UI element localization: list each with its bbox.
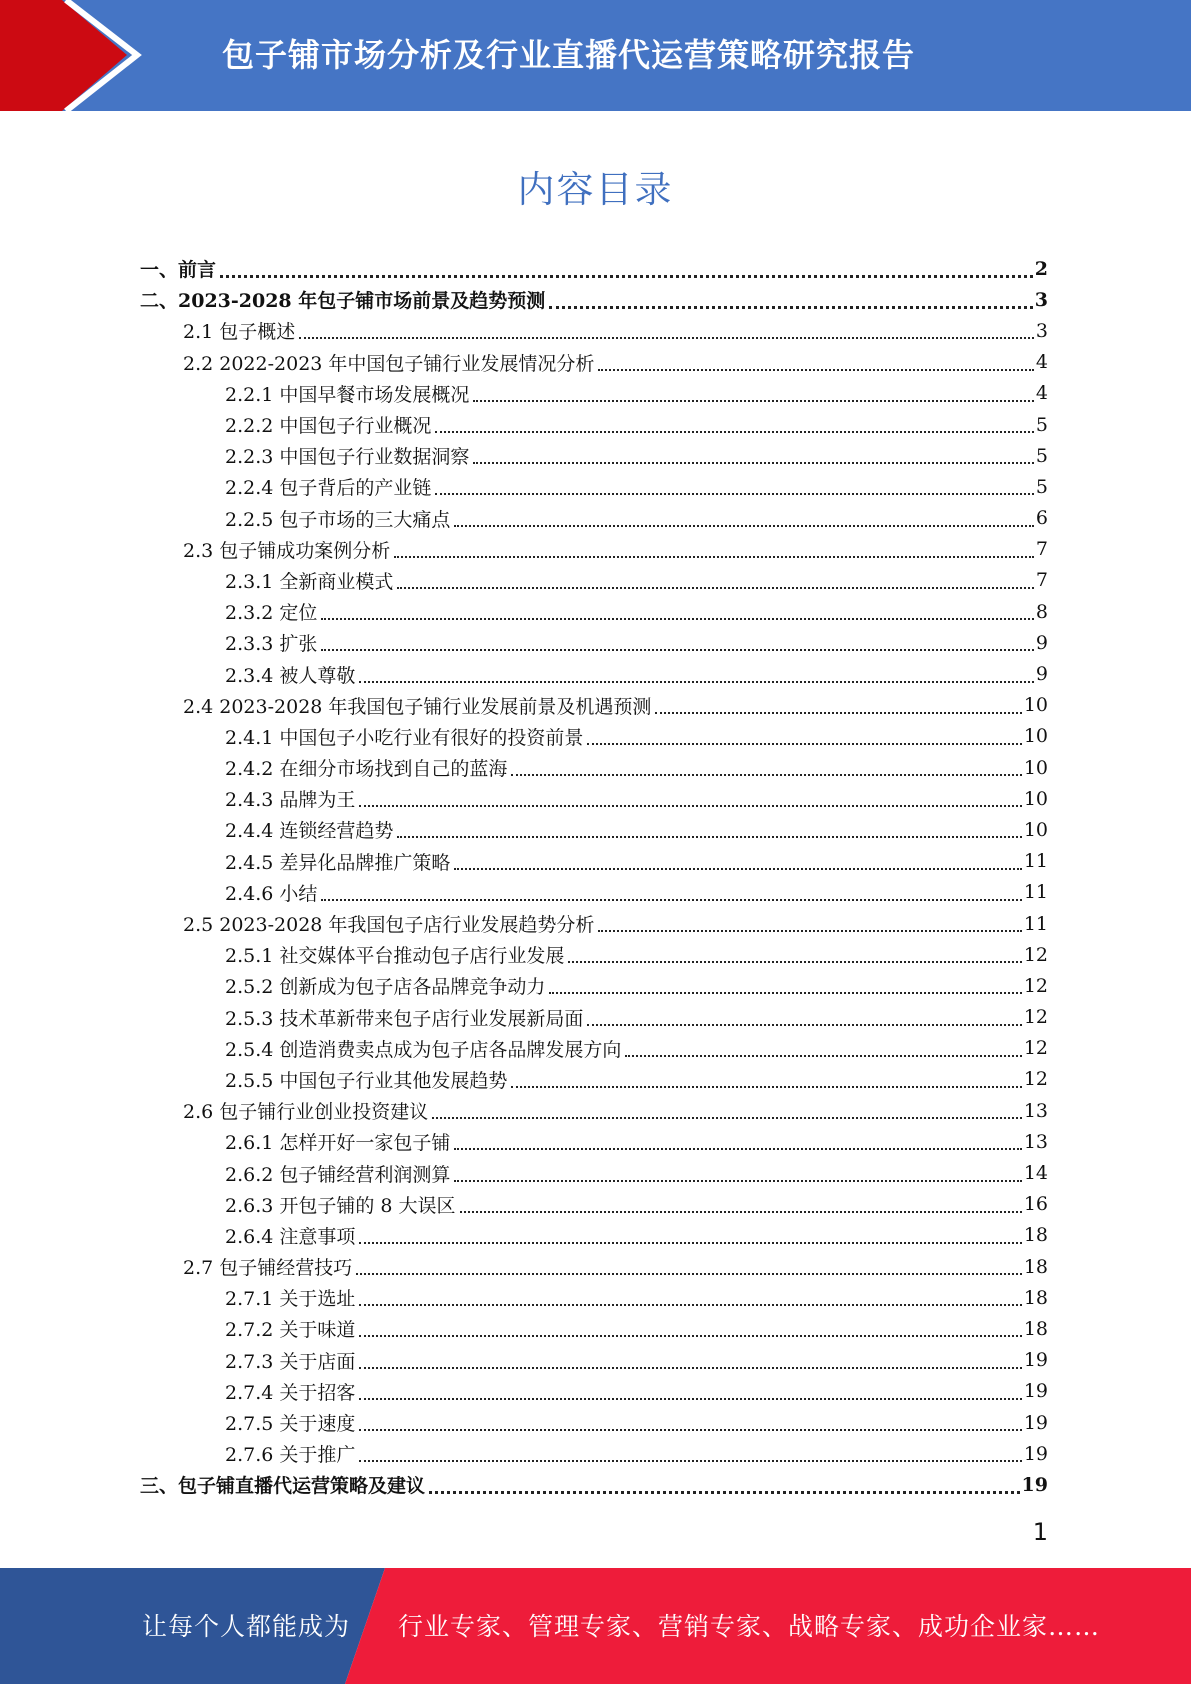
toc-dot-leader	[460, 1210, 1022, 1213]
toc-entry-title: 2.7 包子铺经营技巧	[183, 1257, 353, 1280]
toc-entry-page: 10	[1023, 756, 1048, 779]
toc-entry-page: 5	[1035, 413, 1048, 436]
toc-entry-title: 2.5.3 技术革新带来包子店行业发展新局面	[225, 1007, 584, 1030]
toc-dot-leader	[359, 1366, 1021, 1369]
toc-entry-title: 2.6.4 注意事项	[225, 1225, 356, 1248]
toc-entry-title: 2.6.3 开包子铺的 8 大误区	[225, 1194, 456, 1217]
toc-entry[interactable]	[140, 908, 1048, 939]
toc-entry[interactable]	[140, 783, 1048, 814]
toc-entry-page: 19	[1023, 1411, 1048, 1434]
toc-entry[interactable]	[140, 1376, 1048, 1407]
toc-entry-page: 11	[1023, 850, 1048, 873]
toc-dot-leader	[511, 773, 1021, 776]
toc-entry[interactable]	[140, 315, 1048, 346]
toc-entry-page: 7	[1035, 538, 1048, 561]
toc-entry-title: 二、2023-2028 年包子铺市场前景及趋势预测	[140, 290, 546, 313]
toc-entry-title: 2.7.4 关于招客	[225, 1381, 356, 1404]
toc-entry-page: 18	[1023, 1286, 1048, 1309]
toc-entry-title: 2.4.3 品牌为王	[225, 789, 356, 812]
toc-dot-leader	[454, 524, 1034, 527]
footer-slogan-left: 让每个人都能成为	[142, 1612, 351, 1641]
toc-entry[interactable]	[140, 814, 1048, 845]
header-arrow-graphic	[0, 0, 160, 111]
page-number: 1	[1032, 1518, 1048, 1546]
toc-entry[interactable]	[140, 471, 1048, 502]
toc-entry-title: 2.2.5 包子市场的三大痛点	[225, 508, 451, 531]
toc-dot-leader	[359, 680, 1034, 683]
toc-entry[interactable]	[140, 284, 1048, 315]
toc-dot-leader	[435, 430, 1034, 433]
toc-entry-page: 12	[1023, 974, 1048, 997]
toc-entry[interactable]	[140, 1189, 1048, 1220]
toc-dot-leader	[321, 617, 1034, 620]
toc-dot-leader	[321, 898, 1021, 901]
toc-entry-page: 10	[1023, 725, 1048, 748]
toc-entry-title: 2.5.5 中国包子行业其他发展趋势	[225, 1069, 508, 1092]
toc-entry-title: 2.5.1 社交媒体平台推动包子店行业发展	[225, 945, 565, 968]
toc-dot-leader	[299, 336, 1034, 339]
toc-entry[interactable]	[140, 1407, 1048, 1438]
toc-entry-title: 一、前言	[140, 259, 217, 282]
toc-entry[interactable]	[140, 378, 1048, 409]
toc-entry-page: 10	[1023, 694, 1048, 717]
toc-dot-leader	[359, 804, 1021, 807]
header-banner	[0, 0, 1191, 111]
toc-dot-leader	[625, 1054, 1021, 1057]
toc-entry-title: 2.2 2022-2023 年中国包子铺行业发展情况分析	[183, 352, 595, 375]
toc-entry-page: 12	[1023, 1037, 1048, 1060]
toc-dot-leader	[394, 555, 1034, 558]
toc-entry-page: 6	[1035, 507, 1048, 530]
toc-dot-leader	[454, 1179, 1021, 1182]
toc-entry[interactable]	[140, 440, 1048, 471]
toc-entry-page: 8	[1035, 600, 1048, 623]
toc-entry-title: 2.7.2 关于味道	[225, 1319, 356, 1342]
toc-dot-leader	[432, 1116, 1022, 1119]
toc-entry[interactable]	[140, 658, 1048, 689]
toc-entry[interactable]	[140, 877, 1048, 908]
toc-entry[interactable]	[140, 690, 1048, 721]
toc-entry[interactable]	[140, 1251, 1048, 1282]
toc-dot-leader	[359, 1303, 1021, 1306]
toc-entry-title: 2.4.2 在细分市场找到自己的蓝海	[225, 758, 508, 781]
toc-entry[interactable]	[140, 565, 1048, 596]
toc-dot-leader	[359, 1241, 1021, 1244]
toc-entry-page: 9	[1035, 663, 1048, 686]
toc-entry[interactable]	[140, 1064, 1048, 1095]
toc-entry-page: 19	[1021, 1473, 1048, 1496]
toc-entry-title: 2.2.4 包子背后的产业链	[225, 477, 432, 500]
toc-dot-leader	[356, 1272, 1022, 1275]
toc-entry[interactable]	[140, 1438, 1048, 1469]
toc-entry-title: 2.3.2 定位	[225, 602, 318, 625]
report-title: 包子铺市场分析及行业直播代运营策略研究报告	[222, 36, 916, 74]
toc-entry[interactable]	[140, 752, 1048, 783]
toc-entry[interactable]	[140, 1033, 1048, 1064]
toc-entry-title: 2.7.3 关于店面	[225, 1350, 356, 1373]
toc-entry[interactable]	[140, 409, 1048, 440]
toc-dot-leader	[359, 1397, 1021, 1400]
toc-entry-title: 2.5.2 创新成为包子店各品牌竞争动力	[225, 976, 546, 999]
toc-entry-title: 2.4.4 连锁经营趋势	[225, 820, 394, 843]
toc-entry-title: 2.4.1 中国包子小吃行业有很好的投资前景	[225, 726, 584, 749]
toc-entry-page: 3	[1035, 319, 1048, 342]
toc-dot-leader	[511, 1085, 1021, 1088]
toc-entry-page: 5	[1035, 444, 1048, 467]
toc-entry-page: 9	[1035, 631, 1048, 654]
toc-entry[interactable]	[140, 1220, 1048, 1251]
toc-entry-page: 19	[1023, 1349, 1048, 1372]
toc-entry-title: 2.2.1 中国早餐市场发展概况	[225, 383, 470, 406]
toc-entry[interactable]	[140, 721, 1048, 752]
toc-entry-title: 2.3.4 被人尊敬	[225, 664, 356, 687]
toc-entry[interactable]	[140, 1126, 1048, 1157]
toc-entry-page: 4	[1035, 382, 1048, 405]
toc-entry[interactable]	[140, 939, 1048, 970]
toc-entry-page: 4	[1035, 351, 1048, 374]
toc-entry[interactable]	[140, 1095, 1048, 1126]
toc-dot-leader	[321, 648, 1034, 651]
toc-dot-leader	[598, 929, 1021, 932]
toc-entry[interactable]	[140, 596, 1048, 627]
toc-heading: 内容目录	[517, 168, 674, 211]
toc-entry[interactable]	[140, 627, 1048, 658]
toc-entry-title: 2.2.3 中国包子行业数据洞察	[225, 446, 470, 469]
toc-dot-leader	[473, 461, 1034, 464]
toc-entry-page: 10	[1023, 787, 1048, 810]
toc-dot-leader	[568, 960, 1021, 963]
toc-entry-title: 2.5.4 创造消费卖点成为包子店各品牌发展方向	[225, 1038, 622, 1061]
toc-entry-title: 2.2.2 中国包子行业概况	[225, 415, 432, 438]
toc-entry-title: 2.4.5 差异化品牌推广策略	[225, 851, 451, 874]
toc-entry-title: 三、包子铺直播代运营策略及建议	[140, 1475, 426, 1498]
toc-entry-page: 13	[1023, 1099, 1048, 1122]
footer-banner	[0, 1568, 1191, 1684]
toc-entry-title: 2.3.1 全新商业模式	[225, 570, 394, 593]
toc-entry[interactable]	[140, 1345, 1048, 1376]
toc-entry[interactable]	[140, 1157, 1048, 1188]
toc-entry-title: 2.7.1 关于选址	[225, 1288, 356, 1311]
toc-entry-page: 19	[1023, 1442, 1048, 1465]
toc-dot-leader	[587, 1023, 1021, 1026]
toc-entry-title: 2.3 包子铺成功案例分析	[183, 539, 391, 562]
toc-dot-leader	[473, 399, 1034, 402]
toc-dot-leader	[598, 368, 1033, 371]
toc-entry-title: 2.1 包子概述	[183, 321, 296, 344]
toc-entry-page: 10	[1023, 818, 1048, 841]
toc-entry-page: 12	[1023, 943, 1048, 966]
header-arrow-red	[0, 0, 127, 111]
toc-entry-title: 2.6.1 怎样开好一家包子铺	[225, 1132, 451, 1155]
toc-dot-leader	[454, 867, 1021, 870]
toc-entry[interactable]	[140, 1282, 1048, 1313]
toc-entry-title: 2.4 2023-2028 年我国包子铺行业发展前景及机遇预测	[183, 695, 652, 718]
toc-entry[interactable]	[140, 253, 1048, 284]
toc-entry[interactable]	[140, 970, 1048, 1001]
toc-dot-leader	[359, 1459, 1021, 1462]
toc-entry-page: 16	[1023, 1193, 1048, 1216]
toc-entry-title: 2.6 包子铺行业创业投资建议	[183, 1101, 429, 1124]
toc-dot-leader	[655, 711, 1021, 714]
toc-entry-page: 3	[1034, 288, 1048, 311]
toc-entry[interactable]	[140, 846, 1048, 877]
toc-entry-page: 18	[1023, 1317, 1048, 1340]
toc-entry[interactable]	[140, 534, 1048, 565]
toc-entry-title: 2.4.6 小结	[225, 882, 318, 905]
toc-dot-leader	[454, 1147, 1021, 1150]
toc-dot-leader	[359, 1428, 1021, 1431]
toc-dot-leader	[397, 586, 1034, 589]
toc-entry[interactable]	[140, 347, 1048, 378]
toc-entry[interactable]	[140, 1313, 1048, 1344]
toc-dot-leader	[435, 492, 1034, 495]
toc-entry-page: 5	[1035, 475, 1048, 498]
footer-slogan-right: 行业专家、管理专家、营销专家、战略专家、成功企业家……	[398, 1612, 1101, 1641]
toc-entry-page: 13	[1023, 1130, 1048, 1153]
table-of-contents	[140, 253, 1048, 1501]
toc-dot-leader	[549, 991, 1021, 994]
toc-entry-title: 2.6.2 包子铺经营利润测算	[225, 1163, 451, 1186]
toc-dot-leader	[429, 1490, 1020, 1494]
toc-entry-title: 2.5 2023-2028 年我国包子店行业发展趋势分析	[183, 914, 595, 937]
toc-entry-title: 2.7.5 关于速度	[225, 1413, 356, 1436]
toc-dot-leader	[359, 1334, 1021, 1337]
toc-entry[interactable]	[140, 1469, 1048, 1500]
toc-dot-leader	[220, 274, 1033, 278]
toc-entry-page: 18	[1023, 1255, 1048, 1278]
toc-dot-leader	[549, 305, 1033, 309]
toc-entry-page: 7	[1035, 569, 1048, 592]
toc-entry[interactable]	[140, 503, 1048, 534]
toc-entry-page: 2	[1034, 257, 1048, 280]
toc-entry-title: 2.3.3 扩张	[225, 633, 318, 656]
toc-entry-page: 11	[1023, 881, 1048, 904]
toc-entry-title: 2.7.6 关于推广	[225, 1444, 356, 1467]
toc-entry-page: 11	[1023, 912, 1048, 935]
toc-entry[interactable]	[140, 1002, 1048, 1033]
toc-entry-page: 14	[1023, 1162, 1048, 1185]
toc-entry-page: 18	[1023, 1224, 1048, 1247]
toc-entry-page: 12	[1023, 1006, 1048, 1029]
toc-dot-leader	[397, 835, 1021, 838]
toc-entry-page: 12	[1023, 1068, 1048, 1091]
toc-entry-page: 19	[1023, 1380, 1048, 1403]
toc-dot-leader	[587, 742, 1021, 745]
